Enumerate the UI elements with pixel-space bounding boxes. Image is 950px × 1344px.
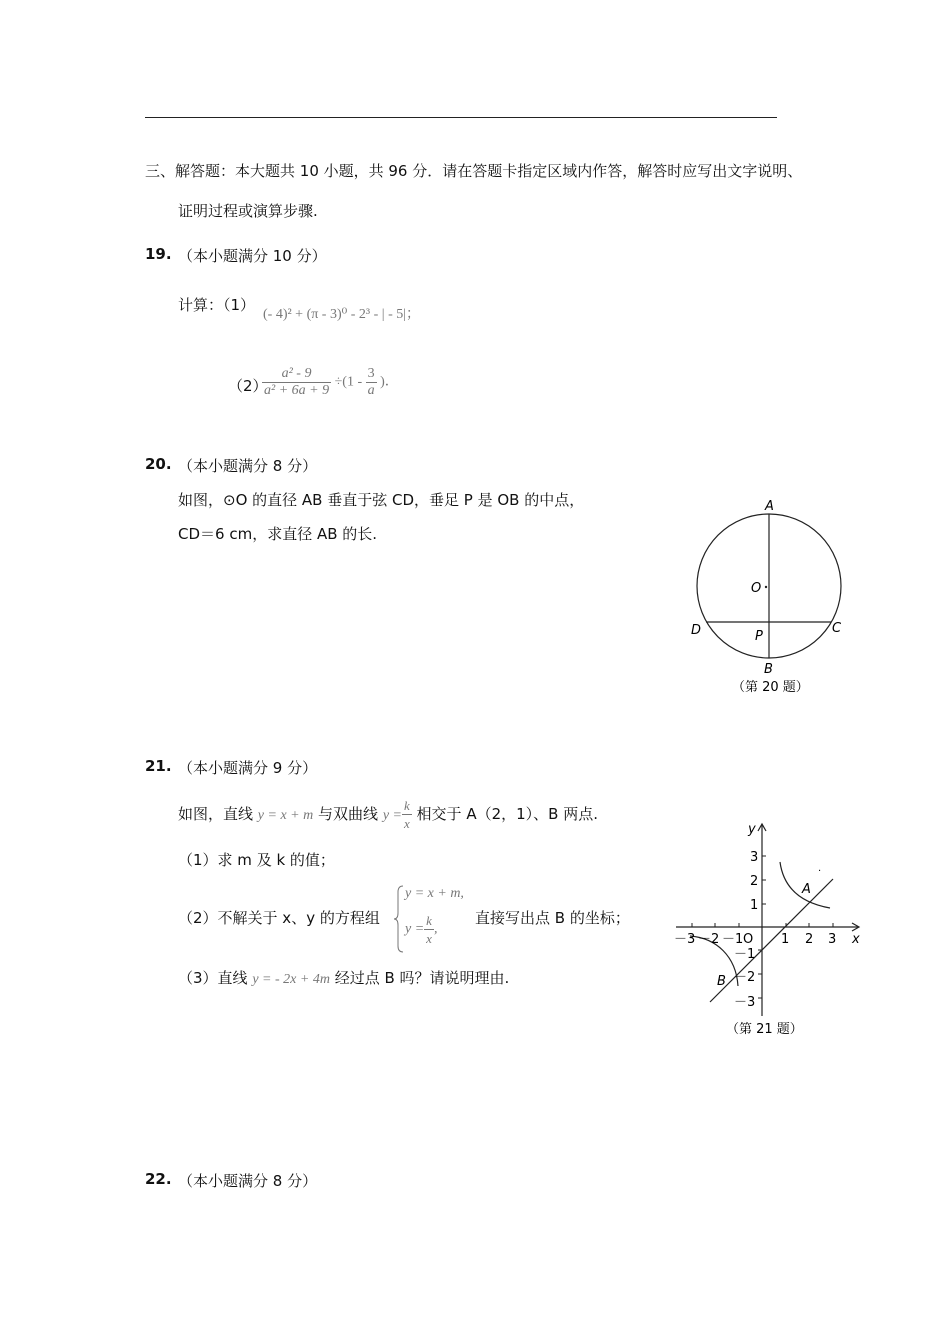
y-tick-1: 1 [750, 898, 759, 913]
q21-hyperbola-fraction [402, 797, 412, 832]
q19-main-fraction [262, 366, 331, 399]
q21-system-eq2 [405, 912, 437, 947]
q22-number: 22. [145, 1170, 172, 1188]
q19-fraction-numerator: a² - 9 [281, 366, 312, 381]
q21-part3 [178, 967, 509, 988]
q21-intro-b: 与双曲线 [318, 805, 379, 823]
x-tick-neg3: －3 [674, 932, 696, 947]
x-axis-label: x [852, 932, 860, 947]
q21-part3-b: 经过点 B 吗？请说明理由. [334, 969, 510, 987]
label-d: D [691, 623, 702, 638]
q21-line-equation: y = x + m [257, 808, 314, 823]
q20-circle-figure [680, 495, 860, 700]
y-tick-neg1: －1 [734, 947, 756, 962]
point-a-label: A [802, 882, 811, 897]
point-b-label: B [717, 974, 726, 989]
q21-graph-figure [668, 816, 868, 1041]
x-tick-3: 3 [828, 932, 837, 947]
q20-figure-caption: （第 20 题） [732, 680, 809, 695]
x-tick-neg2: －2 [698, 932, 720, 947]
y-tick-3: 3 [750, 850, 759, 865]
q19-number: 19. [145, 245, 172, 263]
q21-hyperbola-denominator: x [403, 816, 410, 831]
q19-small-fraction [366, 366, 377, 399]
center-dot [765, 586, 767, 588]
label-a: A [765, 499, 774, 514]
q21-figure-caption: （第 21 题） [726, 1022, 803, 1037]
label-p: P [755, 629, 763, 644]
section-heading-line2: 证明过程或演算步骤. [178, 202, 318, 220]
q21-hyperbola-lhs: y = [382, 808, 402, 823]
q21-intro-a: 如图，直线 [178, 805, 254, 823]
header-rule [145, 117, 777, 118]
q19-divide-close: )． [380, 374, 399, 390]
q19-small-denominator: a [367, 383, 375, 398]
label-c: C [832, 621, 842, 636]
y-axis-label: y [748, 822, 756, 837]
q21-part2-a: （2）不解关于 x、y 的方程组 [178, 909, 380, 927]
q21-system-eq2-numerator: k [426, 913, 432, 928]
q21-system-eq2-fraction [424, 912, 434, 947]
q21-system-eq2-denominator: x [426, 931, 432, 946]
q21-system-eq2-tail: , [433, 921, 438, 937]
q19-small-numerator: 3 [367, 366, 375, 381]
x-tick-2: 2 [805, 932, 814, 947]
q21-intro-c: 相交于 A（2，1）、B 两点. [416, 805, 598, 823]
q21-part3-equation: y = - 2x + 4m [252, 972, 330, 987]
q20-number: 20. [145, 455, 172, 473]
x-tick-neg1: －1 [722, 932, 744, 947]
q19-expression-1: (- 4)² + (π - 3)⁰ - 2³ - | - 5|； [263, 307, 421, 322]
q19-part2-label: （2） [228, 377, 268, 395]
label-b: B [764, 662, 773, 677]
q21-part2-b: 直接写出点 B 的坐标； [475, 909, 630, 927]
q19-points: （本小题满分 10 分） [178, 247, 327, 265]
q21-part1: （1）求 m 及 k 的值； [178, 851, 335, 869]
stray-dot: · [818, 866, 822, 877]
q21-intro [178, 794, 598, 836]
q19-expression-2 [262, 366, 399, 399]
q19-fraction-denominator: a² + 6a + 9 [264, 383, 330, 398]
q21-points: （本小题满分 9 分） [178, 759, 318, 777]
q19-divide-open: ÷(1 - [334, 374, 363, 390]
q22-points: （本小题满分 8 分） [178, 1172, 318, 1190]
q20-text-line2: CD＝6 cm，求直径 AB 的长. [178, 525, 378, 543]
label-o: O [751, 581, 762, 596]
y-tick-neg2: －2 [734, 970, 756, 985]
q21-system-brace [393, 884, 405, 954]
section-heading-line1: 三、解答题：本大题共 10 小题，共 96 分．请在答题卡指定区域内作答，解答时应写出文字说明、 [145, 162, 803, 180]
q19-calc-label: 计算：（1） [178, 296, 256, 314]
y-tick-neg3: －3 [734, 995, 756, 1010]
origin-label: O [743, 932, 754, 947]
q21-system-eq2-lhs: y = [405, 921, 425, 937]
q20-text-line1: 如图，⊙O 的直径 AB 垂直于弦 CD，垂足 P 是 OB 的中点， [178, 491, 585, 509]
q20-points: （本小题满分 8 分） [178, 457, 318, 475]
q21-number: 21. [145, 757, 172, 775]
q21-part3-a: （3）直线 [178, 969, 248, 987]
q21-system-eq1: y = x + m, [405, 886, 464, 901]
y-tick-2: 2 [750, 874, 759, 889]
q21-hyperbola-numerator: k [403, 798, 410, 813]
x-tick-1: 1 [781, 932, 790, 947]
